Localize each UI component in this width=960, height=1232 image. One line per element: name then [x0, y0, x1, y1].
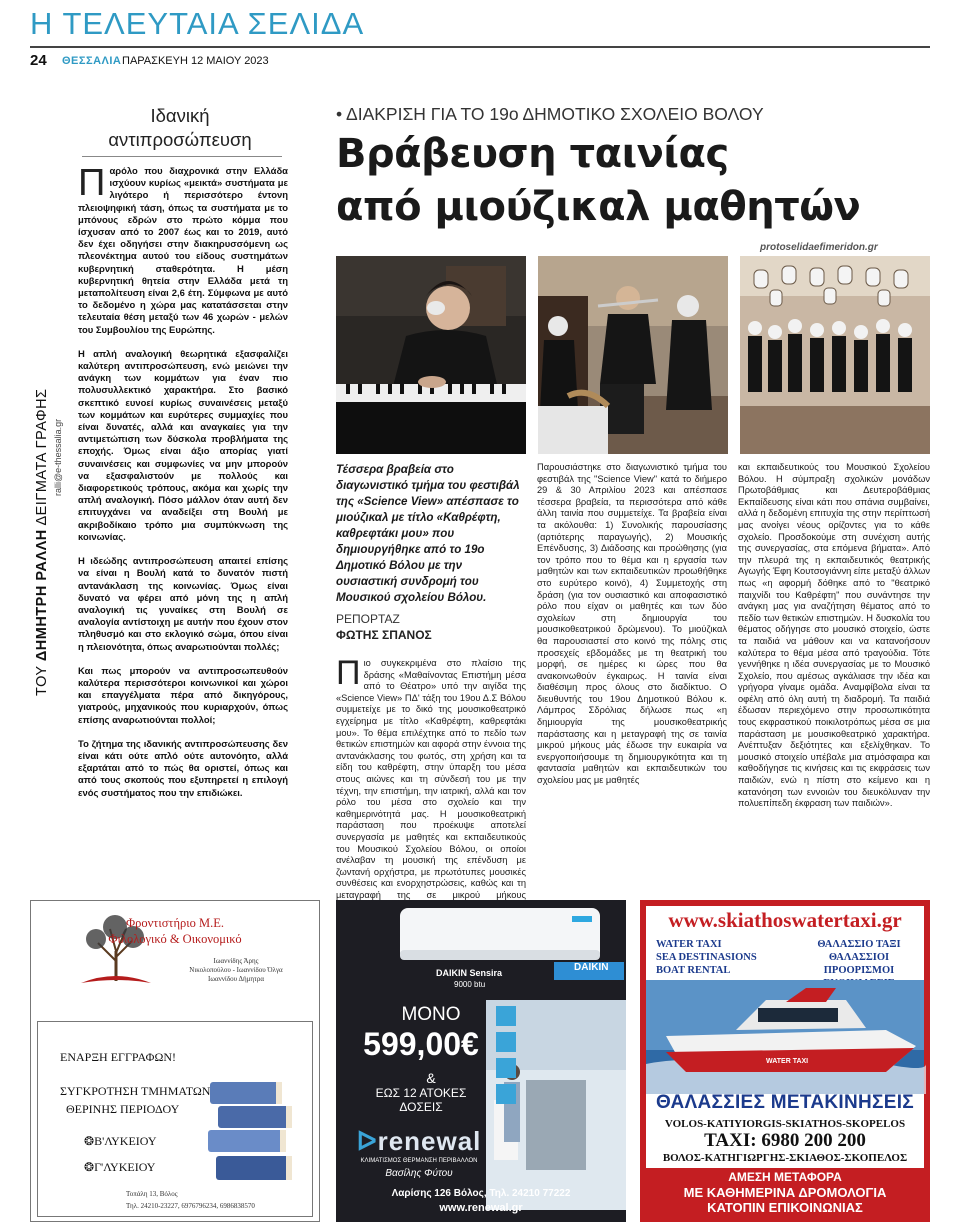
opinion-paragraph: Η απλή αναλογική θεωρητικά εξασφαλίζει καλύτερη αντιπροσώπευση, ενώ μειώνει την ανάγκη των κομμάτων για έναν πιο πολυσυλλεκτικό χαρακτήρα. Στο βασικό σκεπτικό ευνοεί κυρίως συναινέσεις μεταξύ των κομμάτων και ευρύτερες συμμαχίες που είναι δυνατές, αλλά και αναγκαίες για την αντιμετώπιση των δύσκολα προβλήματα της εποχής. Όμως είναι άξιο απορίας γιατί συναινέσεις και συμφωνίες να μην μπορούν να εξασφαλιστούν με πολλούς και διαφορετικούς τρόπους, ακόμα και χωρίς την απλή αναλογική. Πόσο μάλλον όταν αυτή δεν επιτυγχάνει να αναδείξει στη Βουλή με ακριβοδίκαιο τρόπο μια συμπύκνωση της κοινωνίας.: [78, 348, 288, 543]
ad-renewal[interactable]: [336, 900, 626, 1222]
boat-label: WATER TAXI: [766, 1058, 809, 1065]
opinion-title-line: αντιπροσώπευση: [108, 129, 252, 150]
opinion-paragraph: Παρόλο που διαχρονικά στην Ελλάδα ισχύουν κυρίως «μεικτά» συστήματα με λιγότερο ή περισσότερο έντονη πλειοψηφική τάση, όπως τα συστήματα με το μπόνους εδρών στο πρώτο κόμμα που ίσχυσαν από το 2007 έως και το 2019, αυτό δεν έχει οδηγήσει στην διακηρυσσόμενη ως πλεονέκτημα αυτού του είδους συστημάτων κυβερνητική σταθερότητα. Η μέση κυβερνητική θητεία στην Ελλάδα μετά τη μεταπολίτευση είναι 2,6 έτη. Σύμφωνα με αυτό το δεδομένο η χώρα μας κατατάσσεται στην τελευταία θέση μεταξύ των 46 χωρών - μελών του Συμβουλίου της Ευρώπης.: [78, 162, 288, 336]
dropcap: Π: [78, 162, 106, 204]
ac-model: DAIKIN Sensira: [436, 968, 503, 978]
dropcap: Π: [336, 654, 361, 692]
installments-text: ΕΩΣ 12 ΑΤΟΚΕΣ: [375, 1086, 467, 1100]
headline-line: από μιούζικαλ μαθητών: [336, 184, 861, 230]
transfer-text: ΑΜΕΣΗ ΜΕΤΑΦΟΡΑ: [728, 1170, 842, 1184]
byline-name: ΦΩΤΗΣ ΣΠΑΝΟΣ: [336, 628, 432, 642]
renewal-logo-icon: ᐅ: [356, 1126, 378, 1156]
tutoring-phone: Τηλ. 24210-23227, 6976796234, 6986838570: [126, 1202, 255, 1210]
author-name: ΔΗΜΗΤΡΗ ΡΑΛΛΗ: [34, 529, 50, 662]
headline-line: Βράβευση ταινίας: [336, 131, 729, 177]
installments-text-2: ΔΟΣΕΙΣ: [399, 1100, 443, 1114]
water-taxi-headline: ΘΑΛΑΣΣΙΕΣ ΜΕΤΑΚΙΝΗΣΕΙΣ: [655, 1092, 915, 1113]
author-email[interactable]: ralli@e-thessalia.gr: [53, 418, 63, 496]
renewal-address: Λαρίσης 126 Βόλος, Τηλ. 24210 77222: [391, 1188, 571, 1199]
opinion-paragraph: Η ιδεώδης αντιπροσώπευση απαιτεί επίσης να είναι η Βουλή κατά το δυνατόν πιστή αντανάκλαση της κοινωνίας. Όμως είναι δυνατό να φέρει από μόνη της η απλή αναλογική τις γυναίκες στη Βουλή σε αναλογία αντίστοιχη με αυτήν που έχουν στον πληθυσμό και στο εκλογικό σώμα, όπου είναι η πλειονότητα, όπως αναρωτιούνται πολλές;: [78, 556, 288, 653]
ad-water-taxi[interactable]: [640, 900, 930, 1222]
column-name: ΔΕΙΓΜΑΤΑ ΓΡΑΦΗΣ: [34, 388, 50, 530]
column-vertical-label: [34, 206, 66, 696]
service-item: ΘΑΛΑΣΣΙΟΙ ΠΡΟΟΡΙΣΜΟΙ: [823, 952, 895, 976]
speedboat-illustration: [646, 980, 924, 1094]
column-author-line: ΤΟΥ ΔΗΜΗΤΡΗ ΡΑΛΛΗ ΔΕΙΓΜΑΤΑ ΓΡΑΦΗΣ: [34, 388, 50, 696]
tutoring-subtitle: Φιλολογικό & Οικονομικό: [108, 932, 242, 946]
contact-text: ΚΑΤΟΠΙΝ ΕΠΙΚΟΙΝΩΝΙΑΣ: [707, 1200, 863, 1215]
books-stack-icon: [206, 1078, 298, 1188]
byline-label: ΡΕΠΟΡΤΑΖ: [336, 612, 400, 626]
transfer-banner: [646, 1168, 924, 1216]
bullet-icon: ❂: [84, 1160, 95, 1174]
photo-piano-student: [336, 256, 526, 454]
class-item: ❂Γ'ΛΥΚΕΙΟΥ: [84, 1160, 156, 1174]
route-en: VOLOS-KATIYIORGIS-SKIATHOS-SKOPELOS: [664, 1118, 906, 1130]
route-gr: ΒΟΛΟΣ-ΚΑΤΗΓΙΩΡΓΗΣ-ΣΚΙΑΘΟΣ-ΣΚΟΠΕΛΟΣ: [662, 1152, 908, 1164]
bullet-icon: ❂: [84, 1134, 95, 1148]
water-taxi-panel: [646, 906, 924, 1216]
service-item: BOAT RENTAL: [656, 965, 731, 976]
renewal-url[interactable]: www.renewal.gr: [439, 1202, 523, 1214]
ac-btu: 9000 btu: [454, 980, 486, 989]
header-rule: [30, 46, 930, 48]
opinion-title-line: Ιδανική: [150, 105, 210, 126]
opinion-body: [78, 162, 288, 882]
tutoring-title: Φροντιστήριο Μ.Ε.: [126, 916, 224, 930]
price: 599,00€: [363, 1026, 479, 1062]
enrollment-text: ΕΝΑΡΞΗ ΕΓΓΡΑΦΩΝ!: [60, 1050, 177, 1064]
class-item: ❂Β'ΛΥΚΕΙΟΥ: [84, 1134, 157, 1148]
ad-tutoring[interactable]: [30, 900, 320, 1222]
tutoring-address: Τοπάλη 13, Βόλος: [126, 1190, 178, 1198]
article-lead: Τέσσερα βραβεία στο διαγωνιστικό τμήμα του φεστιβάλ της «Science View» απέσπασε το μιούζικαλ με τίτλο «Καθρέφτη, καθρεφτάκι μου» που δημιουργήθηκε από το 19ο Δημοτικό Βόλου με την ουσιαστική συνδρομή του Μουσικού σχολείου Βόλου.: [336, 463, 520, 604]
service-item: WATER TAXI: [656, 939, 722, 950]
photo-flute-players: [538, 256, 728, 454]
tutor-name: Νικολοπούλου - Ιωαννίδου Όλγα: [189, 966, 283, 974]
tutor-name: Ιωαννίδης Άρης: [213, 957, 259, 965]
renewal-owner: Βασίλης Φύτου: [385, 1168, 453, 1179]
section-title: Η ΤΕΛΕΥΤΑΙΑ ΣΕΛΙΔΑ: [30, 6, 365, 41]
page-number: 24: [30, 52, 47, 69]
opinion-title: [80, 104, 280, 152]
daikin-logo: DAIKIN: [574, 962, 609, 973]
source-credit: protoselidaefimeridon.gr: [760, 242, 878, 253]
renewal-tagline: ΚΛΙΜΑΤΙΣΜΟΣ ΘΕΡΜΑΝΣΗ ΠΕΡΙΒΑΛΛΟΝ: [360, 1158, 478, 1164]
article-column-1: Πιο συγκεκριμένα στο πλαίσιο της δράσης «Μαθαίνοντας Επιστήμη μέσα από το Θέατρο» υπό την αιγίδα της «Science View» ΠΔ' τάξη του 19ου Δ.Σ Βόλου συμμετείχε με το δικό της μουσικοθεατρικό εγχείρημα με τίτλο «Καθρέφτη, καθρεφτάκι μου». Το θέμα επιλέχτηκε από το πεδίο των θετικών επιστημών και αφορά στην έννοια της αντανάκλασης του φωτός, στη χρήση και τα είδη του καθρέφτη, στην ύπαρξη του μέσα στους αιώνες και τη σύνδεσή του με την τέχνη, την επιστήμη, την ιατρική, αλλά και τον ρόλο του μέσα στο σχολείο και την καθημερινότητά μας. Η μουσικοθεατρική παράσταση που προέκυψε αποτελεί συνεργασία με μαθητές και εκπαιδευτικούς του Μουσικού Σχολείου Βόλου, οι οποίοι ανέλαβαν τη μουσική της επένδυση με ζωντανή ορχήστρα, με πρωτότυπες μουσικές συνθέσεις και ενορχηστρώσεις, καθώς και τη μεταγραφή της σε μικρού μήκους: [336, 654, 526, 900]
service-item: SEA DESTINASIONS: [656, 952, 757, 963]
issue-date: ΠΑΡΑΣΚΕΥΗ 12 ΜΑΙΟΥ 2023: [122, 55, 269, 67]
tutoring-names: [181, 957, 291, 984]
photo-stage-performance: [740, 256, 930, 454]
period-text: ΘΕΡΙΝΗΣ ΠΕΡΙΟΔΟΥ: [66, 1102, 180, 1116]
tutoring-header: [31, 901, 319, 1021]
services-en: [656, 938, 757, 977]
groups-text: ΣΥΓΚΡΟΤΗΣΗ ΤΜΗΜΑΤΩΝ: [60, 1084, 211, 1098]
taxi-phone[interactable]: TAXI: 6980 200 200: [704, 1130, 866, 1151]
article-headline: [336, 128, 926, 234]
tutoring-offer-box: [37, 1021, 313, 1217]
service-item: ΘΑΛΑΣΣΙΟ ΤΑΞΙ: [817, 939, 901, 950]
water-taxi-url[interactable]: www.skiathoswatertaxi.gr: [668, 908, 902, 932]
article-column-3: και εκπαιδευτικούς του Μουσικού Σχολείου Βόλου. Η σύμπραξη σχολικών μονάδων Πρωτοβάθμιας και Δευτεροβάθμιας Εκπαίδευσης είναι κάτι που σπάνια συμβαίνει, αλλά η δεδομένη επιτυχία της στην περίπτωσή μας ανοίγει νέους ορίζοντες για το κάθε σχολείο. Προσδοκούμε στη συνέχιση αυτής της συνεργασίας, στα επόμενα βήματα». Από την πλευρά της η εκπαιδευτικός θεατρικής Αγωγής Έφη Κουτσογιάννη είπε μεταξύ άλλων πως «η αφορμή δόθηκε από το "θεατρικό παιχνίδι του Καθρέφτη" που συνάντησε την ανάγκη μας για αναζήτηση θέματος από το πεδίο των θετικών επιστημών. Η δυσκολία του θέματος οδήγησε στο μουσικό στοιχείο, ώστε τα παιδιά να μάθουν και να κατανοήσουν καλύτερα το θέμα μέσα από τραγούδια. Τότε γεννήθηκε η ιδέα συνεργασίας με το Μουσικό Σχολείο, που αμέσως αγκάλιασε την ιδέα και γρήγορα γίναμε ομάδα. Αναμφίβολα είναι τα οφέλη από όλη αυτή τη διαδρομή. Τα παιδιά έδωσαν περιεχόμενο στην προσωπικότητα τους εκφραστικού ποικιλοτρόπως μέσα σε μια παράσταση με μουσικοθεατρικό χαρακτήρα. Ανέπτυξαν δεξιότητες και εξελίχθηκαν. Το μουσικό στοιχείο υπέβαλε μια ατμόσφαιρα και καθοδήγησε τις κινήσεις και τις εκφράσεις των παιδιών, ενώ η πίστη στο κείμενο και η κατανόηση των εννοιών του διευκόλυναν την πολυεπίπεδη έκφραση των παιδιών».: [738, 462, 930, 809]
opinion-paragraph: Το ζήτημα της ιδανικής αντιπροσώπευσης δεν είναι κάτι ούτε απλό ούτε αυτονόητο, αλλά εξαρτάται από το πώς θα οριστεί, όπως και από τους σκοπούς που εξυπηρετεί η επιλογή ενός συστήματος που την επιδιώκει.: [78, 738, 288, 799]
tutor-name: Ιωαννίδου Δήμητρα: [208, 975, 264, 983]
article-kicker: • ΔΙΑΚΡΙΣΗ ΓΙΑ ΤΟ 19ο ΔΗΜΟΤΙΚΟ ΣΧΟΛΕΙΟ ΒΟΛΟΥ: [336, 104, 764, 124]
opinion-title-rule: [82, 156, 282, 157]
article-column-2: Παρουσιάστηκε στο διαγωνιστικό τμήμα του φεστιβάλ της "Science View" κατά το διήμερο 29 & 30 Απριλίου 2023 και απέσπασε τέσσερα βραβεία, τα περισσότερα από κάθε άλλη ταινία που συμμετείχε. Τα βραβεία είναι τα ακόλουθα: 1) Συνολικής παρουσίασης (αρτιότερης παραγωγής), 2) Μουσικής Επένδυσης, 3) Διάδοσης και προώθησης (για τον τρόπο που το θέμα και η εργασία των μαθητών και των εκπαιδευτικών προωθήθηκε στο ευρύτερο κοινό), 4) Συμμετοχής στη δράση (για τον ουσιαστικό και αποφασιστικό ρόλο που είχαν οι μαθητές και των δύο σχολείων στη δημιουργία του μουσικοθεατρικού δρώμενου). Το μιούζικαλ θα παρουσιαστεί στο κοινό της πόλης στις προσεχείς εβδομάδες με τη θεατρική του μορφή, σε ημέρες κι ώρες που θα ανακοινωθούν έγκαιρως. Η ταινία είναι διαθέσιμη προς όλους στο διαδίκτυο. Ο διευθυντής του 19ου Δημοτικού Βόλου κ. Λάμπρος Σδρόλιας δήλωσε πως «η δημιουργία της μουσικοθεατρικής παράστασης και η μεταγραφή της σε ταινία μικρού μήκους μάς έδωσε την ευκαιρία να ενεργοποιήσουμε τη δημιουργικότητα και τη φαντασία μαθητών και εκπαιδευτικών του σχολείου μας με μαθητές: [537, 462, 727, 786]
opinion-paragraph: Και πως μπορούν να αντιπροσωπευθούν καλύτερα περισσότεροι κοινωνικοί και χώροι και επαγγέλματα πέρα από δικηγόρους, γιατρούς, μηχανικούς που κυριαρχούν, όπως επίσης αναρωτιούνται πολλοί;: [78, 665, 288, 726]
price-label: ΜΟΝΟ: [401, 1004, 461, 1025]
schedule-text: ΜΕ ΚΑΘΗΜΕΡΙΝΑ ΔΡΟΜΟΛΟΓΙΑ: [683, 1185, 887, 1200]
amp-text: &: [426, 1070, 436, 1086]
newspaper-name: ΘΕΣΣΑΛΙΑ: [62, 55, 122, 67]
renewal-logo: ᐅrenewal: [356, 1126, 482, 1156]
